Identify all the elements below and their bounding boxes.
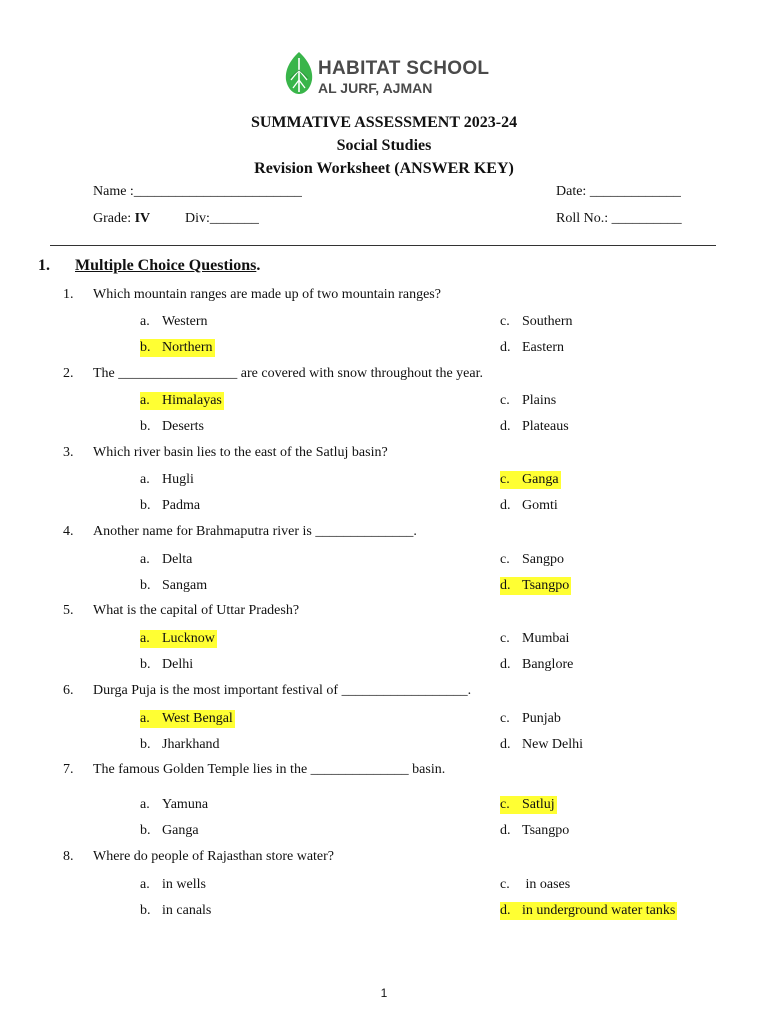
option-c <box>500 551 564 569</box>
option-a-answer <box>140 392 224 410</box>
option-text: in oases <box>522 877 571 892</box>
option-letter: a. <box>140 631 150 646</box>
option-letter: a. <box>140 314 150 329</box>
option-a <box>140 551 192 569</box>
subject-title: Social Studies <box>336 137 432 154</box>
option-text: Jharkhand <box>162 737 220 752</box>
option-text: Himalayas <box>162 393 222 408</box>
school-logo <box>284 50 490 100</box>
option-d <box>500 736 583 754</box>
option-text: Sangam <box>162 578 208 593</box>
option-a <box>140 876 206 894</box>
question-1 <box>63 287 441 303</box>
section-title: Multiple Choice Questions <box>75 257 257 274</box>
option-c-answer <box>500 471 561 489</box>
option-c <box>500 710 561 728</box>
option-letter: c. <box>500 797 510 812</box>
option-text: Yamuna <box>162 797 209 812</box>
section-suffix: . <box>256 257 261 274</box>
option-text: Hugli <box>162 472 194 487</box>
question-number: 2. <box>63 366 74 381</box>
question-text: Where do people of Rajasthan store water? <box>93 849 335 864</box>
grade-field <box>93 211 150 227</box>
option-text: Sangpo <box>522 552 564 567</box>
option-letter: b. <box>140 419 151 434</box>
name-field: Name :________________________ <box>93 184 302 199</box>
option-letter: d. <box>500 903 511 918</box>
leaf-icon <box>284 50 314 96</box>
option-text: Mumbai <box>522 631 570 646</box>
question-text: The famous Golden Temple lies in the ______________ basin. <box>93 762 446 777</box>
option-letter: c. <box>500 314 510 329</box>
option-letter: b. <box>140 903 151 918</box>
option-letter: c. <box>500 711 510 726</box>
option-d <box>500 822 569 840</box>
option-letter: b. <box>140 823 151 838</box>
option-d <box>500 497 558 515</box>
question-6 <box>63 683 471 699</box>
option-b <box>140 577 207 595</box>
question-text: What is the capital of Uttar Pradesh? <box>93 603 300 618</box>
option-text: New Delhi <box>522 737 584 752</box>
option-text: Western <box>162 314 208 329</box>
option-b <box>140 497 200 515</box>
option-text: Ganga <box>162 823 199 838</box>
question-text: Which mountain ranges are made up of two mountain ranges? <box>93 287 441 302</box>
option-b <box>140 418 204 436</box>
option-letter: c. <box>500 552 510 567</box>
option-text: Padma <box>162 498 201 513</box>
option-text: Plateaus <box>522 419 569 434</box>
worksheet-title: Revision Worksheet (ANSWER KEY) <box>254 160 514 177</box>
question-number: 7. <box>63 762 74 777</box>
option-letter: a. <box>140 393 150 408</box>
option-c <box>500 876 570 894</box>
question-text: Another name for Brahmaputra river is ______________. <box>93 524 417 539</box>
option-letter: d. <box>500 737 511 752</box>
option-letter: a. <box>140 472 150 487</box>
option-d <box>500 656 573 674</box>
question-4 <box>63 524 417 540</box>
option-text: Satluj <box>522 797 555 812</box>
option-text: Delhi <box>162 657 194 672</box>
option-text: Gomti <box>522 498 558 513</box>
grade-value: IV <box>134 211 151 226</box>
option-letter: b. <box>140 578 151 593</box>
option-text: Tsangpo <box>522 578 570 593</box>
option-letter: b. <box>140 737 151 752</box>
option-text: Lucknow <box>162 631 215 646</box>
question-number: 5. <box>63 603 74 618</box>
option-letter: c. <box>500 472 510 487</box>
option-letter: d. <box>500 578 511 593</box>
school-location: AL JURF, AJMAN <box>318 80 433 96</box>
option-letter: d. <box>500 498 511 513</box>
option-letter: a. <box>140 797 150 812</box>
option-b-answer <box>140 339 215 357</box>
option-letter: c. <box>500 393 510 408</box>
option-text: in canals <box>162 903 212 918</box>
option-text: in wells <box>162 877 206 892</box>
school-name: HABITAT SCHOOL <box>318 58 490 79</box>
header-divider <box>50 245 716 246</box>
option-letter: c. <box>500 631 510 646</box>
option-letter: b. <box>140 657 151 672</box>
page-number: 1 <box>380 986 388 1000</box>
question-5 <box>63 603 299 619</box>
option-b <box>140 902 211 920</box>
option-b <box>140 822 199 840</box>
option-text: in underground water tanks <box>522 903 676 918</box>
option-a <box>140 471 194 489</box>
option-letter: a. <box>140 877 150 892</box>
div-field: Div:_______ <box>185 211 259 226</box>
option-letter: d. <box>500 419 511 434</box>
option-letter: a. <box>140 711 150 726</box>
question-7 <box>63 762 445 778</box>
option-c <box>500 392 556 410</box>
option-b <box>140 656 193 674</box>
option-d-answer <box>500 577 571 595</box>
question-number: 3. <box>63 445 74 460</box>
option-letter: d. <box>500 340 511 355</box>
option-a <box>140 796 208 814</box>
option-text: Tsangpo <box>522 823 570 838</box>
option-d <box>500 418 569 436</box>
option-c-answer <box>500 796 557 814</box>
option-text: Eastern <box>522 340 564 355</box>
option-a-answer <box>140 710 235 728</box>
question-3 <box>63 445 388 461</box>
option-letter: d. <box>500 823 511 838</box>
section-number: 1. <box>38 257 50 274</box>
option-letter: d. <box>500 657 511 672</box>
option-text: Delta <box>162 552 193 567</box>
option-letter: a. <box>140 552 150 567</box>
option-text: Banglore <box>522 657 574 672</box>
option-text: Ganga <box>522 472 559 487</box>
option-c <box>500 313 573 331</box>
roll-field: Roll No.: __________ <box>556 211 682 226</box>
question-text: The _________________ are covered with snow throughout the year. <box>93 366 483 381</box>
option-d-answer <box>500 902 677 920</box>
question-2 <box>63 366 483 382</box>
question-text: Which river basin lies to the east of the Satluj basin? <box>93 445 388 460</box>
date-field: Date: _____________ <box>556 184 681 199</box>
option-letter: c. <box>500 877 510 892</box>
option-a-answer <box>140 630 217 648</box>
option-text: Northern <box>162 340 213 355</box>
question-8 <box>63 849 334 865</box>
question-number: 4. <box>63 524 74 539</box>
question-number: 1. <box>63 287 74 302</box>
option-text: Deserts <box>162 419 204 434</box>
option-text: Southern <box>522 314 573 329</box>
option-d <box>500 339 564 357</box>
question-number: 6. <box>63 683 74 698</box>
question-number: 8. <box>63 849 74 864</box>
option-b <box>140 736 220 754</box>
option-text: West Bengal <box>162 711 233 726</box>
section-heading <box>38 257 260 275</box>
question-text: Durga Puja is the most important festival of __________________. <box>93 683 472 698</box>
assessment-title: SUMMATIVE ASSESSMENT 2023-24 <box>250 114 518 131</box>
option-letter: b. <box>140 340 151 355</box>
option-a <box>140 313 208 331</box>
option-c <box>500 630 569 648</box>
option-text: Plains <box>522 393 557 408</box>
option-letter: b. <box>140 498 151 513</box>
grade-label: Grade: <box>93 211 135 226</box>
option-text: Punjab <box>522 711 561 726</box>
